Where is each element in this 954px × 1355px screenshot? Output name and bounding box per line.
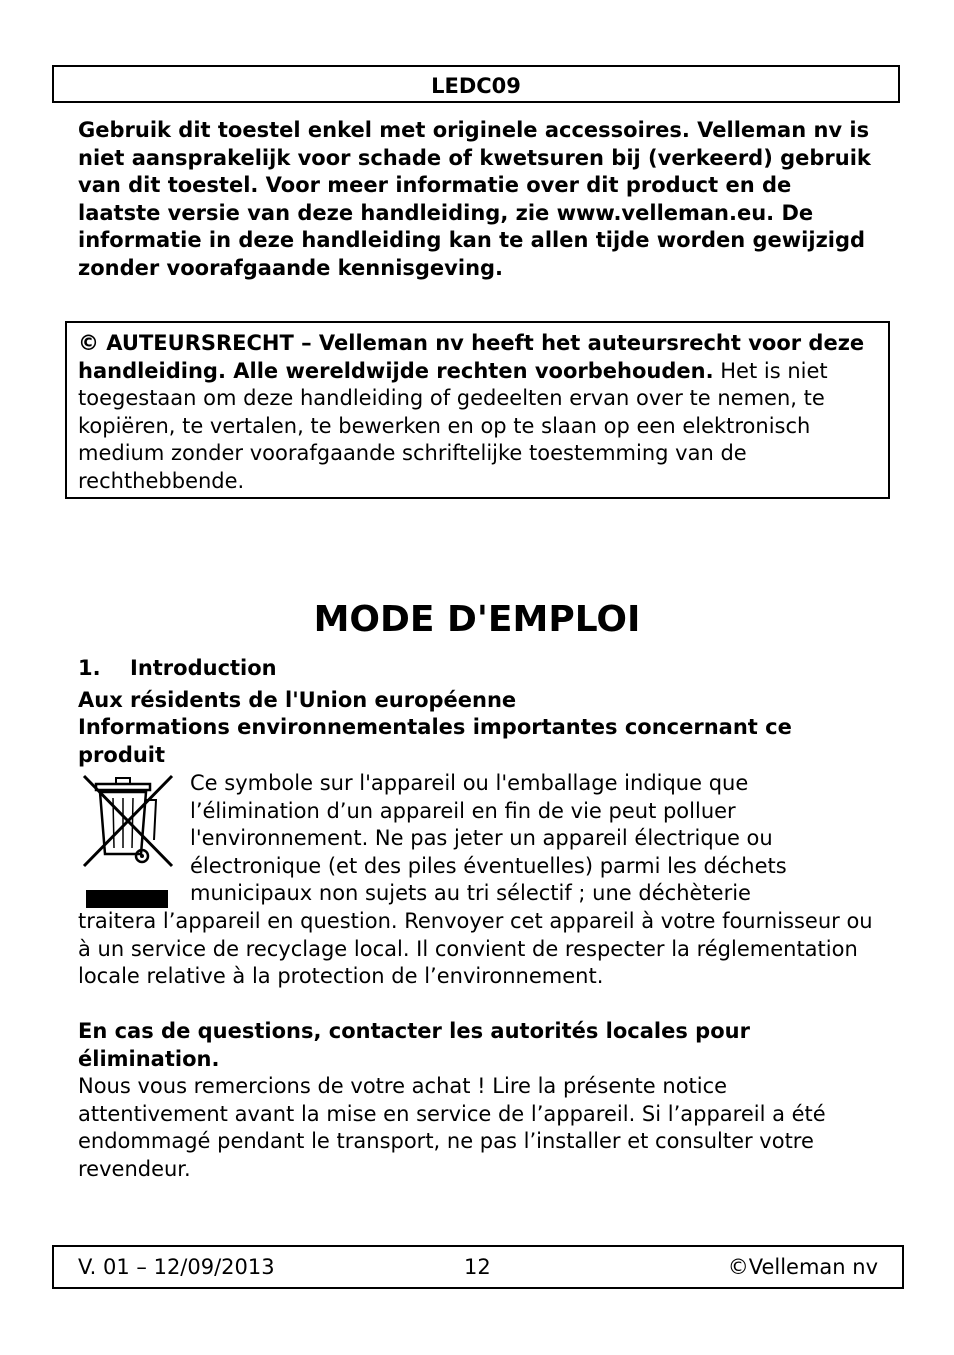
model-number: LEDC09 [431, 74, 521, 98]
copyright-text: Het is niet toegestaan om deze handleiding of gedeelten ervan over te nemen, te kopiëren, te vertalen, te bewerken en op te slaan op een elektronisch medium zonder voorafgaande schriftelijke toestemming van de rechthebbende. [78, 358, 828, 493]
thanks-paragraph: Nous vous remercions de votre achat ! Lire la présente notice attentivement avant la mise en service de l’appareil. Si l’appareil a été endommagé pendant le transport, ne pas l’installer et consulter votre revendeur. [78, 1074, 826, 1181]
page-title: MODE D'EMPLOI [313, 599, 641, 640]
footer-page-number: 12 [464, 1255, 491, 1279]
weee-text-wrapped: Ce symbole sur l'appareil ou l'emballage indique que l’élimination d’un appareil en fin de vie peut polluer l'environnement. Ne pas jeter un appareil électrique ou électronique (et des piles éventuelles) parmi les déchets municipaux non sujets au tri sélectif ; une déchèterie [190, 771, 787, 905]
footer-box [52, 1245, 904, 1289]
copyright-bold-text: © AUTEURSRECHT – Velleman nv heeft het auteursrecht voor deze handleiding. Alle wereldwijde rechten voorbehouden. [78, 331, 865, 383]
copyright-box [65, 321, 890, 499]
section-heading [78, 655, 277, 683]
section-number: 1. [78, 656, 101, 680]
header-model-box [52, 65, 900, 103]
section-title: Introduction [130, 656, 277, 680]
weee-text-continued: traitera l’appareil en question. Renvoyer cet appareil à votre fournisseur ou à un service de recyclage local. Il convient de respecter la réglementation locale relative à la protection de l’environnement. [78, 909, 873, 988]
footer-copyright: ©Velleman nv [727, 1255, 878, 1279]
dutch-notice: Gebruik dit toestel enkel met originele accessoires. Velleman nv is niet aansprakelijk voor schade of kwetsuren bij (verkeerd) gebruik van dit toestel. Voor meer informatie over dit product en de laatste versie van deze handleiding, zie www.velleman.eu. De informatie in deze handleiding kan te allen tijde worden gewijzigd zonder voorafgaande kennisgeving. [78, 118, 871, 280]
questions-heading: En cas de questions, contacter les autorités locales pour élimination. [78, 1019, 750, 1071]
eu-residents-heading: Aux résidents de l'Union européenne [78, 688, 517, 712]
environment-heading: Informations environnementales importantes concernant ce produit [78, 715, 792, 767]
weee-bin-icon [78, 770, 178, 910]
footer-version: V. 01 – 12/09/2013 [78, 1255, 275, 1279]
